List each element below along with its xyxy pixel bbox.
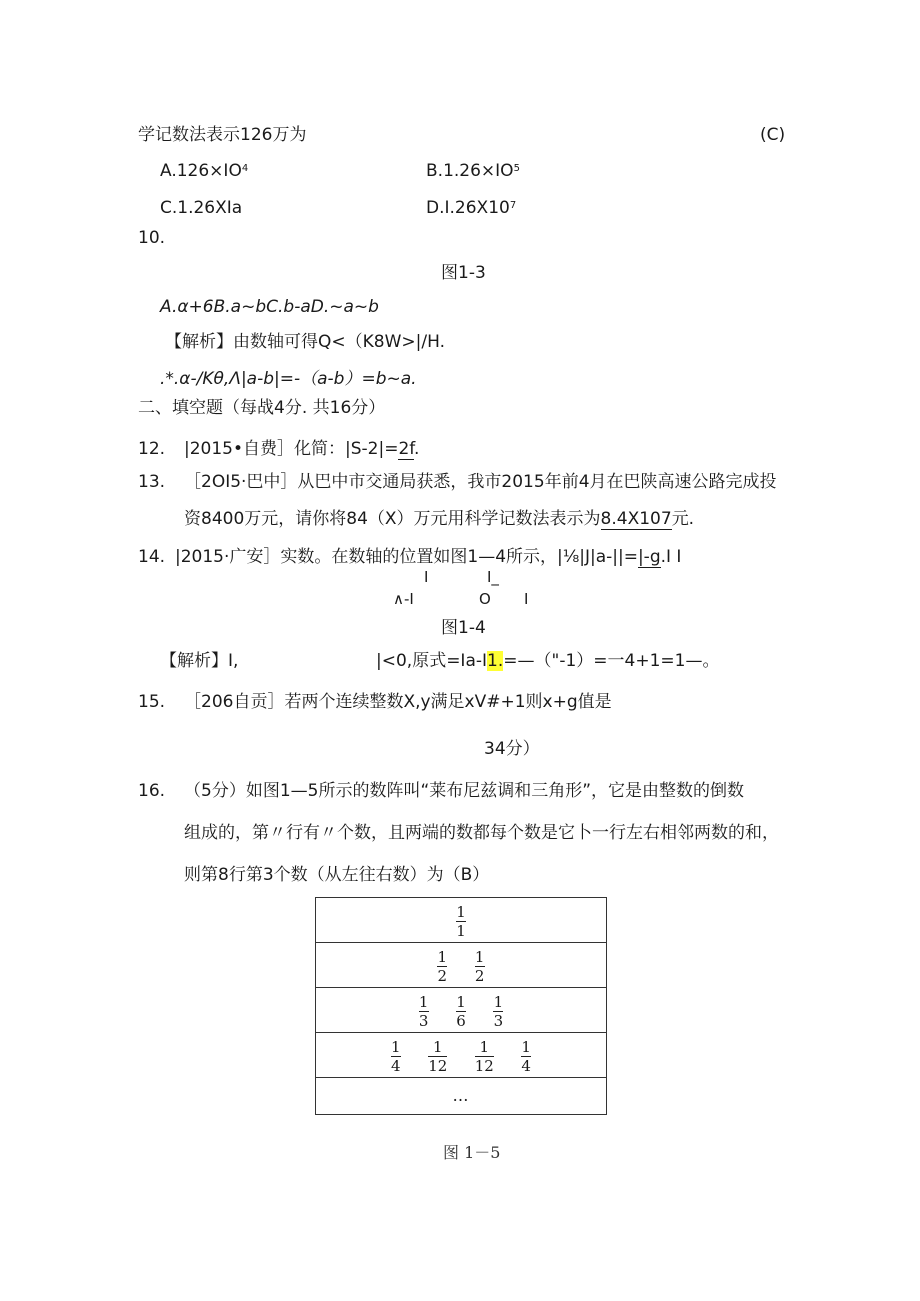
- fraction: $\frac{1}{2}$: [474, 947, 485, 985]
- fraction: $\frac{1}{4}$: [391, 1037, 401, 1075]
- q10-analysis-line2: .*.α-/Kθ,Λ|a-b|=-（a-b）=b~a.: [160, 369, 417, 389]
- axis-label-origin: O: [479, 590, 491, 608]
- fraction: $\frac{1}{12}$: [474, 1037, 494, 1075]
- q13-answer: 8.4X107: [600, 509, 672, 529]
- triangle-row: [316, 1078, 607, 1115]
- fraction: $\frac{1}{3}$: [493, 992, 504, 1030]
- q16-line3: 则第8行第3个数（从左往右数）为（B）: [184, 865, 490, 885]
- q10-options: A.α+6B.a~bC.b-aD.~a~b: [160, 297, 379, 317]
- q16-number: 16.: [138, 781, 166, 801]
- analysis-label: 【解析】: [165, 332, 233, 352]
- q9-option-b: $B.1.26\times IO^5$: [426, 161, 520, 181]
- q9-answer: (C): [760, 125, 786, 145]
- highlighted-text: 1.: [487, 651, 504, 671]
- score-line: 34分）: [484, 739, 540, 759]
- triangle-row: [316, 943, 607, 988]
- fraction: $\frac{1}{6}$: [456, 992, 466, 1030]
- q14-analysis-body: |<0,原式=Ia-I1.=—（"-1）=一4+1=1—。: [376, 651, 720, 671]
- harmonic-triangle-table: [315, 897, 607, 1115]
- analysis-label: 【解析】: [160, 651, 228, 671]
- q14-text: |2015·广安］实数。在数轴的位置如图1—4所示，|⅛|J|a-||=|-g.I I: [175, 547, 682, 567]
- q9-option-d: $D.I.26X10^7$: [426, 198, 517, 218]
- q15-number: 15.: [138, 692, 166, 712]
- q16-line2: 组成的，第〃行有〃个数，且两端的数都每个数是它卜一行左右相邻两数的和，: [184, 823, 779, 843]
- fraction: $\frac{1}{2}$: [437, 947, 448, 985]
- q13-line1: ［2OI5·巴中］从巴中市交通局获悉，我市2015年前4月在巴陕高速公路完成投: [184, 472, 777, 492]
- q10-number: 10.: [138, 228, 166, 248]
- q12-answer: 2f: [398, 439, 415, 459]
- section-title: 二、填空题（每战4分. 共16分）: [138, 398, 386, 418]
- q9-stem: 学记数法表示126万为: [138, 125, 307, 145]
- figure-1-3-caption: 图1-3: [441, 263, 486, 283]
- fraction: $\frac{1}{4}$: [521, 1037, 531, 1075]
- axis-label-one: I: [524, 590, 529, 608]
- fraction: $\frac{1}{3}$: [418, 992, 429, 1030]
- axis-tick: I_: [487, 568, 499, 586]
- figure-1-5-caption: 图 1－5: [443, 1143, 501, 1162]
- q10-analysis: 【解析】由数轴可得Q<（K8W>|/H.: [165, 332, 445, 352]
- triangle-row: [316, 1033, 607, 1078]
- q9-option-a: $A.126\times IO^4$: [160, 161, 249, 181]
- q13-line2: 资8400万元，请你将84（X）万元用科学记数法表示为8.4X107元.: [184, 509, 695, 529]
- q14-number: 14.: [138, 547, 166, 567]
- q13-number: 13.: [138, 472, 166, 492]
- axis-tick: I: [424, 568, 429, 586]
- q12-number: 12.: [138, 439, 166, 459]
- figure-1-4-caption: 图1-4: [441, 618, 486, 638]
- q15-text: ［206自贡］若两个连续整数X,y满足xV#+1则x+g值是: [184, 692, 612, 712]
- fraction: $\frac{1}{1}$: [456, 902, 466, 940]
- fraction: $\frac{1}{12}$: [428, 1037, 448, 1075]
- q9-option-c: C.1.26XIa: [160, 198, 243, 218]
- axis-label-a: ∧-I: [393, 590, 414, 608]
- ellipsis: …: [452, 1086, 470, 1105]
- q16-line1: （5分）如图1—5所示的数阵叫“莱布尼兹调和三角形”，它是由整数的倒数: [184, 781, 745, 801]
- q14-answer: |-g: [637, 547, 661, 567]
- triangle-row: [316, 898, 607, 943]
- q12-text: |2015•自费］化简：|S-2|=2f.: [184, 439, 420, 459]
- triangle-row: [316, 988, 607, 1033]
- q14-analysis: 【解析】I,: [160, 651, 239, 671]
